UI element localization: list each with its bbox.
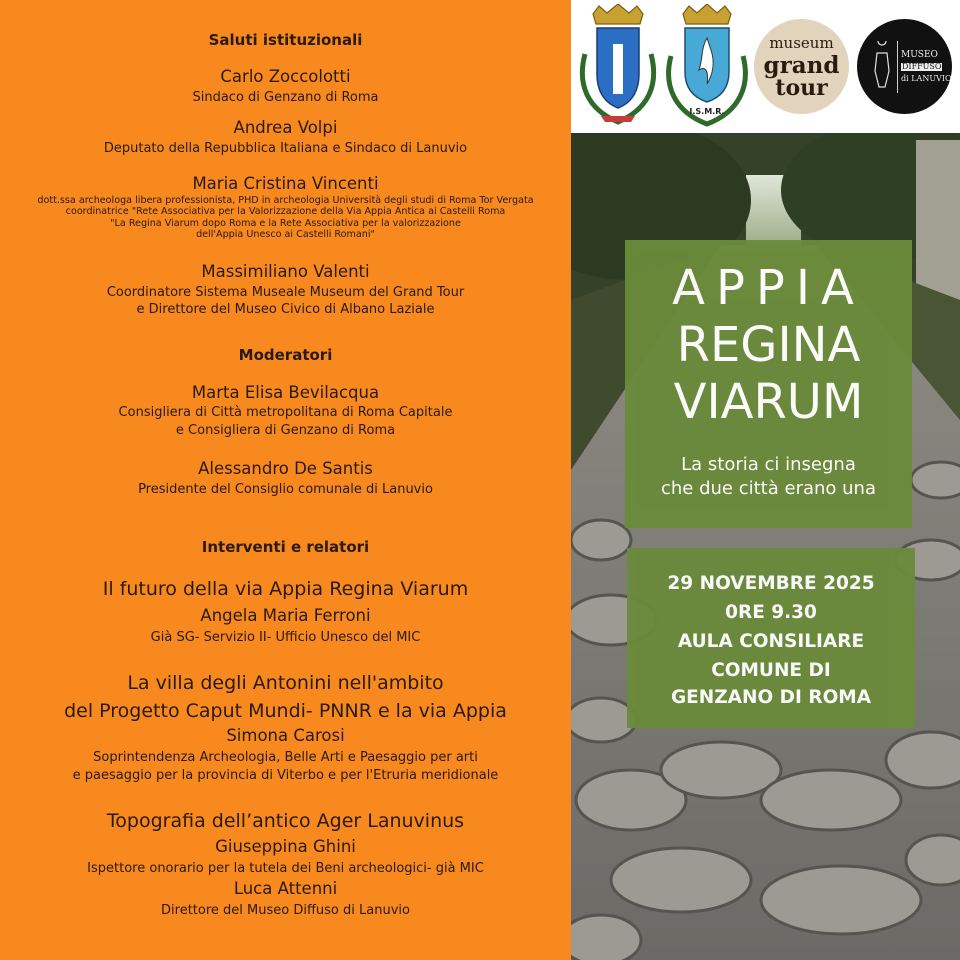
event-place: GENZANO DI ROMA (670, 687, 872, 708)
speaker-name: Massimiliano Valenti (201, 262, 370, 281)
crest-caption: I.S.M.R. (689, 107, 725, 116)
moderator-role-line: Consigliera di Città metropolitana di Roma Capitale (118, 405, 453, 420)
talk-speaker: Luca Attenni (233, 879, 338, 898)
event-date: 29 NOVEMBRE 2025 (667, 573, 875, 594)
event-time: 0RE 9.30 (725, 602, 817, 623)
grand-tour-line: tour (775, 75, 828, 101)
talk-title: La villa degli Antonini nell'ambito (127, 672, 444, 694)
talk-speaker-role: Ispettore onorario per la tutela dei Beni archeologici- già MIC (87, 861, 484, 876)
museum-grand-tour-logo (754, 19, 849, 114)
talk-title: Il futuro della via Appia Regina Viarum (102, 578, 469, 600)
poster-visual (571, 0, 960, 960)
genzano-crest-logo (577, 4, 659, 128)
talk-speaker-role: Direttore del Museo Diffuso di Lanuvio (161, 903, 410, 918)
museo-diffuso-line: DIFFUSO (902, 62, 942, 71)
speaker-role-line: dell'Appia Unesco ai Castelli Romani" (196, 229, 375, 240)
talk-title: del Progetto Caput Mundi- PNNR e la via Appia (64, 700, 507, 722)
title-box (625, 240, 912, 528)
speaker-role-line: "La Regina Viarum dopo Roma e la Rete Associativa per la valorizzazione (110, 218, 461, 229)
talk-speaker: Simona Carosi (226, 726, 345, 745)
museo-diffuso-logo (857, 19, 952, 114)
grand-tour-line: museum (769, 34, 834, 52)
event-place: COMUNE DI (711, 660, 831, 681)
museo-diffuso-line: di LANUVIO (901, 74, 952, 83)
grand-tour-line: grand (763, 52, 840, 79)
talk-speaker-role: Soprintendenza Archeologia, Belle Arti e Paesaggio per arti (93, 750, 478, 765)
title-line: REGINA (676, 317, 861, 373)
speaker-role: Deputato della Repubblica Italiana e Sindaco di Lanuvio (103, 141, 468, 156)
talk-speaker-role: Già SG- Servizio II- Ufficio Unesco del MIC (150, 630, 421, 645)
title-line: APPIA (672, 260, 865, 316)
logo-divider (897, 41, 898, 93)
talk-speaker: Giuseppina Ghini (215, 837, 356, 856)
talk-speaker: Angela Maria Ferroni (200, 606, 371, 625)
title-line: VIARUM (673, 374, 864, 430)
logo-bar (571, 0, 960, 133)
moderator-name: Marta Elisa Bevilacqua (191, 383, 380, 402)
speaker-role-line: dott.ssa archeologa libera professionista, PHD in archeologia Università degli studi di Roma Tor Vergata (37, 195, 534, 206)
lanuvio-crest-logo (663, 4, 751, 130)
talk-speaker-role: e paesaggio per la provincia di Viterbo e per l'Etruria meridionale (72, 768, 499, 783)
statue-icon (867, 41, 897, 91)
moderator-role-line: e Consigliera di Genzano di Roma (175, 423, 396, 438)
speaker-name: Maria Cristina Vincenti (192, 174, 379, 193)
speaker-role-line: Coordinatore Sistema Museale Museum del Grand Tour (106, 285, 465, 300)
speaker-role-line: coordinatrice "Rete Associativa per la Valorizzazione della Via Appia Antica ai Castelli Roma (65, 206, 506, 217)
saluti-heading: Saluti istituzionali (208, 31, 363, 49)
moderator-name: Alessandro De Santis (198, 459, 373, 478)
subtitle-line: La storia ci insegna (681, 454, 856, 475)
speaker-name: Andrea Volpi (233, 118, 338, 137)
speaker-role: Sindaco di Genzano di Roma (192, 90, 379, 105)
moderatori-heading: Moderatori (238, 346, 333, 364)
event-info-box (627, 548, 915, 728)
interventi-heading: Interventi e relatori (201, 538, 370, 556)
talk-title: Topografia dell’antico Ager Lanuvinus (106, 810, 465, 832)
subtitle-line: che due città erano una (661, 478, 876, 499)
event-venue: AULA CONSILIARE (677, 631, 865, 652)
speaker-role-line: e Direttore del Museo Civico di Albano Laziale (136, 302, 435, 317)
museo-diffuso-line: MUSEO (901, 50, 938, 60)
speaker-name: Carlo Zoccolotti (220, 67, 351, 86)
moderator-role: Presidente del Consiglio comunale di Lanuvio (138, 482, 433, 497)
